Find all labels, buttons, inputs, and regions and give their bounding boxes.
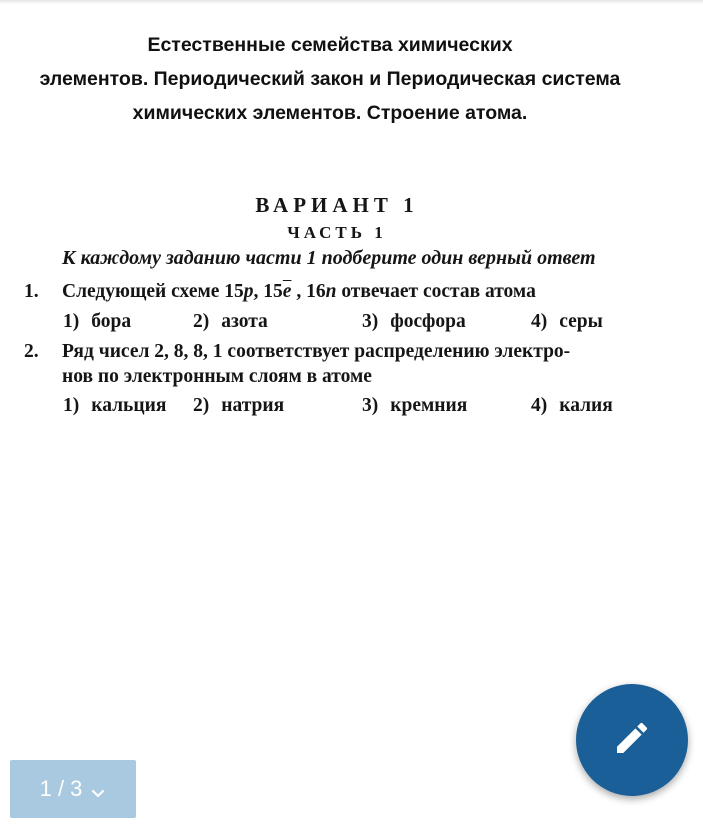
q2-option-2: 2) натрия <box>193 395 285 416</box>
edit-fab-button[interactable] <box>576 684 688 796</box>
question-2-line-2: нов по электронным слоям в атоме <box>62 366 372 387</box>
heading-line-2: элементов. Периодический закон и Периодическая система <box>39 68 621 90</box>
question-1-text: Следующей схеме 15p, $15\overline{e}$ , 16n отвечает состав атома <box>62 281 536 302</box>
instruction-text: К каждому заданию части 1 подберите один верный ответ <box>62 247 596 269</box>
heading-line-3: химических элементов. Строение атома. <box>132 102 528 124</box>
q2-option-4: 4) калия <box>531 395 613 416</box>
page-indicator-button[interactable] <box>10 760 136 818</box>
page-indicator-label: 1 / 3 <box>39 776 83 801</box>
question-1-number: 1. <box>24 281 39 302</box>
part-title: ЧАСТЬ 1 <box>287 223 387 242</box>
q1-option-2: 2) азота <box>193 311 268 332</box>
post-heading <box>0 28 660 130</box>
top-shadow <box>0 0 703 4</box>
chevron-down-icon <box>90 781 106 797</box>
q1-option-1: 1) бора <box>63 311 132 332</box>
question-2-line-1: Ряд чисел 2, 8, 8, 1 соответствует распределению электро- <box>62 341 571 362</box>
q2-option-3: 3) кремния <box>362 395 468 416</box>
variant-title: ВАРИАНТ 1 <box>255 193 419 217</box>
q1-option-3: 3) фосфора <box>362 311 466 332</box>
question-2-number: 2. <box>24 341 39 362</box>
pencil-icon <box>612 718 652 763</box>
heading-line-1: Естественные семейства химических <box>147 34 513 56</box>
q2-option-1: 1) кальция <box>63 395 167 416</box>
q1-option-4: 4) серы <box>531 311 603 332</box>
